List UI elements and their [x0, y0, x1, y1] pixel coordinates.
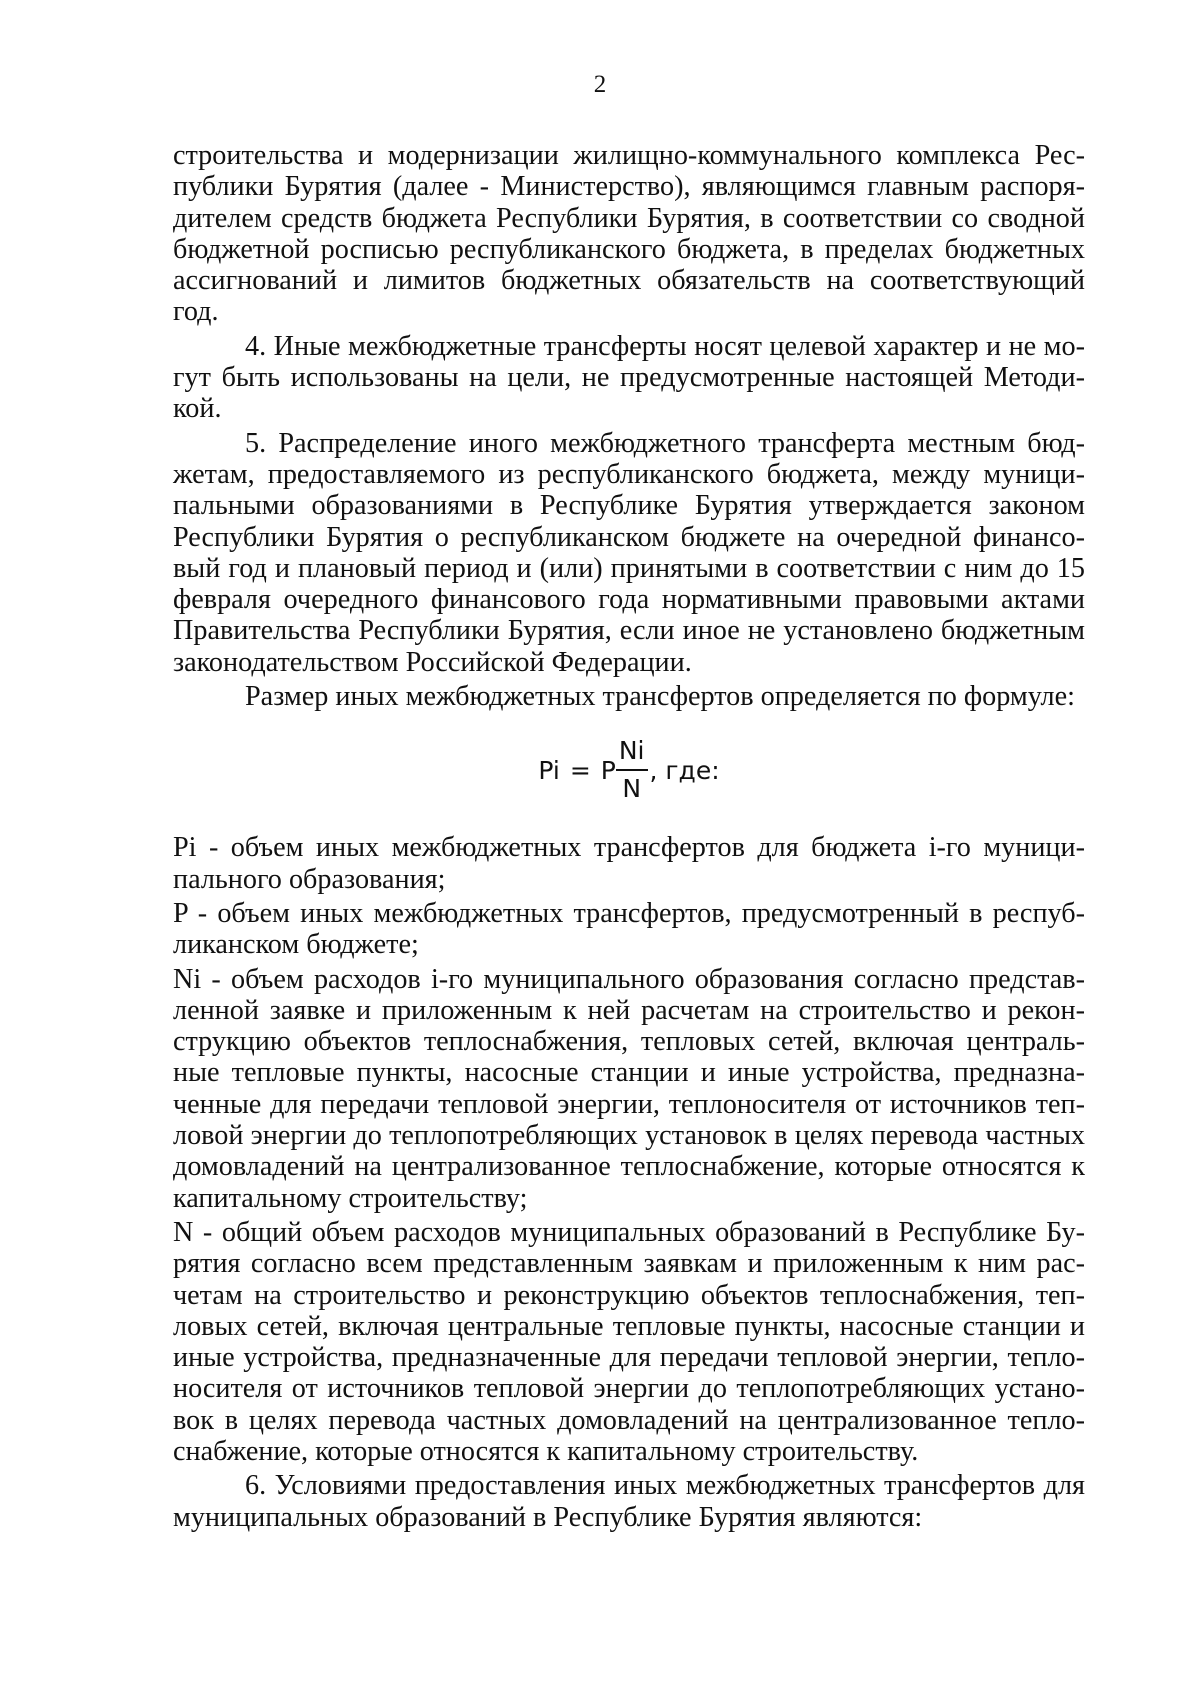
formula-equals: =: [569, 755, 591, 785]
definition-n: N - общий объем расходов муниципальных образований в Республике Бурятия согласно всем представленным заявкам и приложенным к ним расчетам на строительство и реконструкцию объектов теплоснабжения, тепловых сетей, включая центральные тепловые пункты, насосные станции и иные устройства, предназначенные для передачи тепловой энергии, теплоносителя от источников тепловой энергии до теплопотребляющих установок в целях перевода частных домовладений на централизованное теплоснабжение, которые относятся к капитальному строительству.: [173, 1216, 1085, 1467]
paragraph-intro: строительства и модернизации жилищно-коммунального комплекса Республики Бурятия (далее - Министерство), являющимся главным распорядителем средств бюджета Республики Бурятия, в соответствии со сводной бюджетной росписью республиканского бюджета, в пределах бюджетных ассигнований и лимитов бюджетных обязательств на соответствующий год.: [173, 140, 1085, 328]
formula-factor: P: [600, 755, 616, 785]
formula-fraction: [616, 737, 648, 803]
definition-pi: Pi - объем иных межбюджетных трансфертов для бюджета i-го муниципального образования;: [173, 832, 1085, 895]
formula-numerator: Ni: [616, 737, 648, 771]
formula: [173, 722, 1085, 818]
formula-suffix: , где:: [649, 755, 720, 785]
definition-p: P - объем иных межбюджетных трансфертов, предусмотренный в республиканском бюджете;: [173, 897, 1085, 961]
definition-ni: Ni - объем расходов i-го муниципального образования согласно представленной заявке и приложенным к ней расчетам на строительство и реконструкцию объектов теплоснабжения, тепловых сетей, включая центральные тепловые пункты, насосные станции и иные устройства, предназначенные для передачи тепловой энергии, теплоносителя от источников тепловой энергии до теплопотребляющих установок в целях перевода частных домовладений на централизованное теплоснабжение, которые относятся к капитальному строительству;: [173, 963, 1085, 1214]
page-number: 2: [593, 71, 607, 98]
paragraph-formula-intro: Размер иных межбюджетных трансфертов определяется по формуле:: [245, 681, 1075, 713]
paragraph-5: 5. Распределение иного межбюджетного трансферта местным бюджетам, предоставляемого из республиканского бюджета, между муниципальными образованиями в Республике Бурятия утверждается законом Республики Бурятия о республиканском бюджете на очередной финансовый год и плановый период и (или) принятыми в соответствии с ним до 15 февраля очередного финансового года нормативными правовыми актами Правительства Республики Бурятия, если иное не установлено бюджетным законодательством Российской Федерации.: [173, 427, 1085, 678]
paragraph-6: 6. Условиями предоставления иных межбюджетных трансфертов для муниципальных образований в Республике Бурятия являются:: [173, 1470, 1085, 1533]
formula-lhs: Pi: [538, 755, 560, 785]
document-body: [173, 140, 1085, 1536]
formula-denominator: N: [622, 774, 642, 804]
paragraph-4: 4. Иные межбюджетные трансферты носят целевой характер и не могут быть использованы на цели, не предусмотренные настоящей Методикой.: [173, 330, 1085, 425]
